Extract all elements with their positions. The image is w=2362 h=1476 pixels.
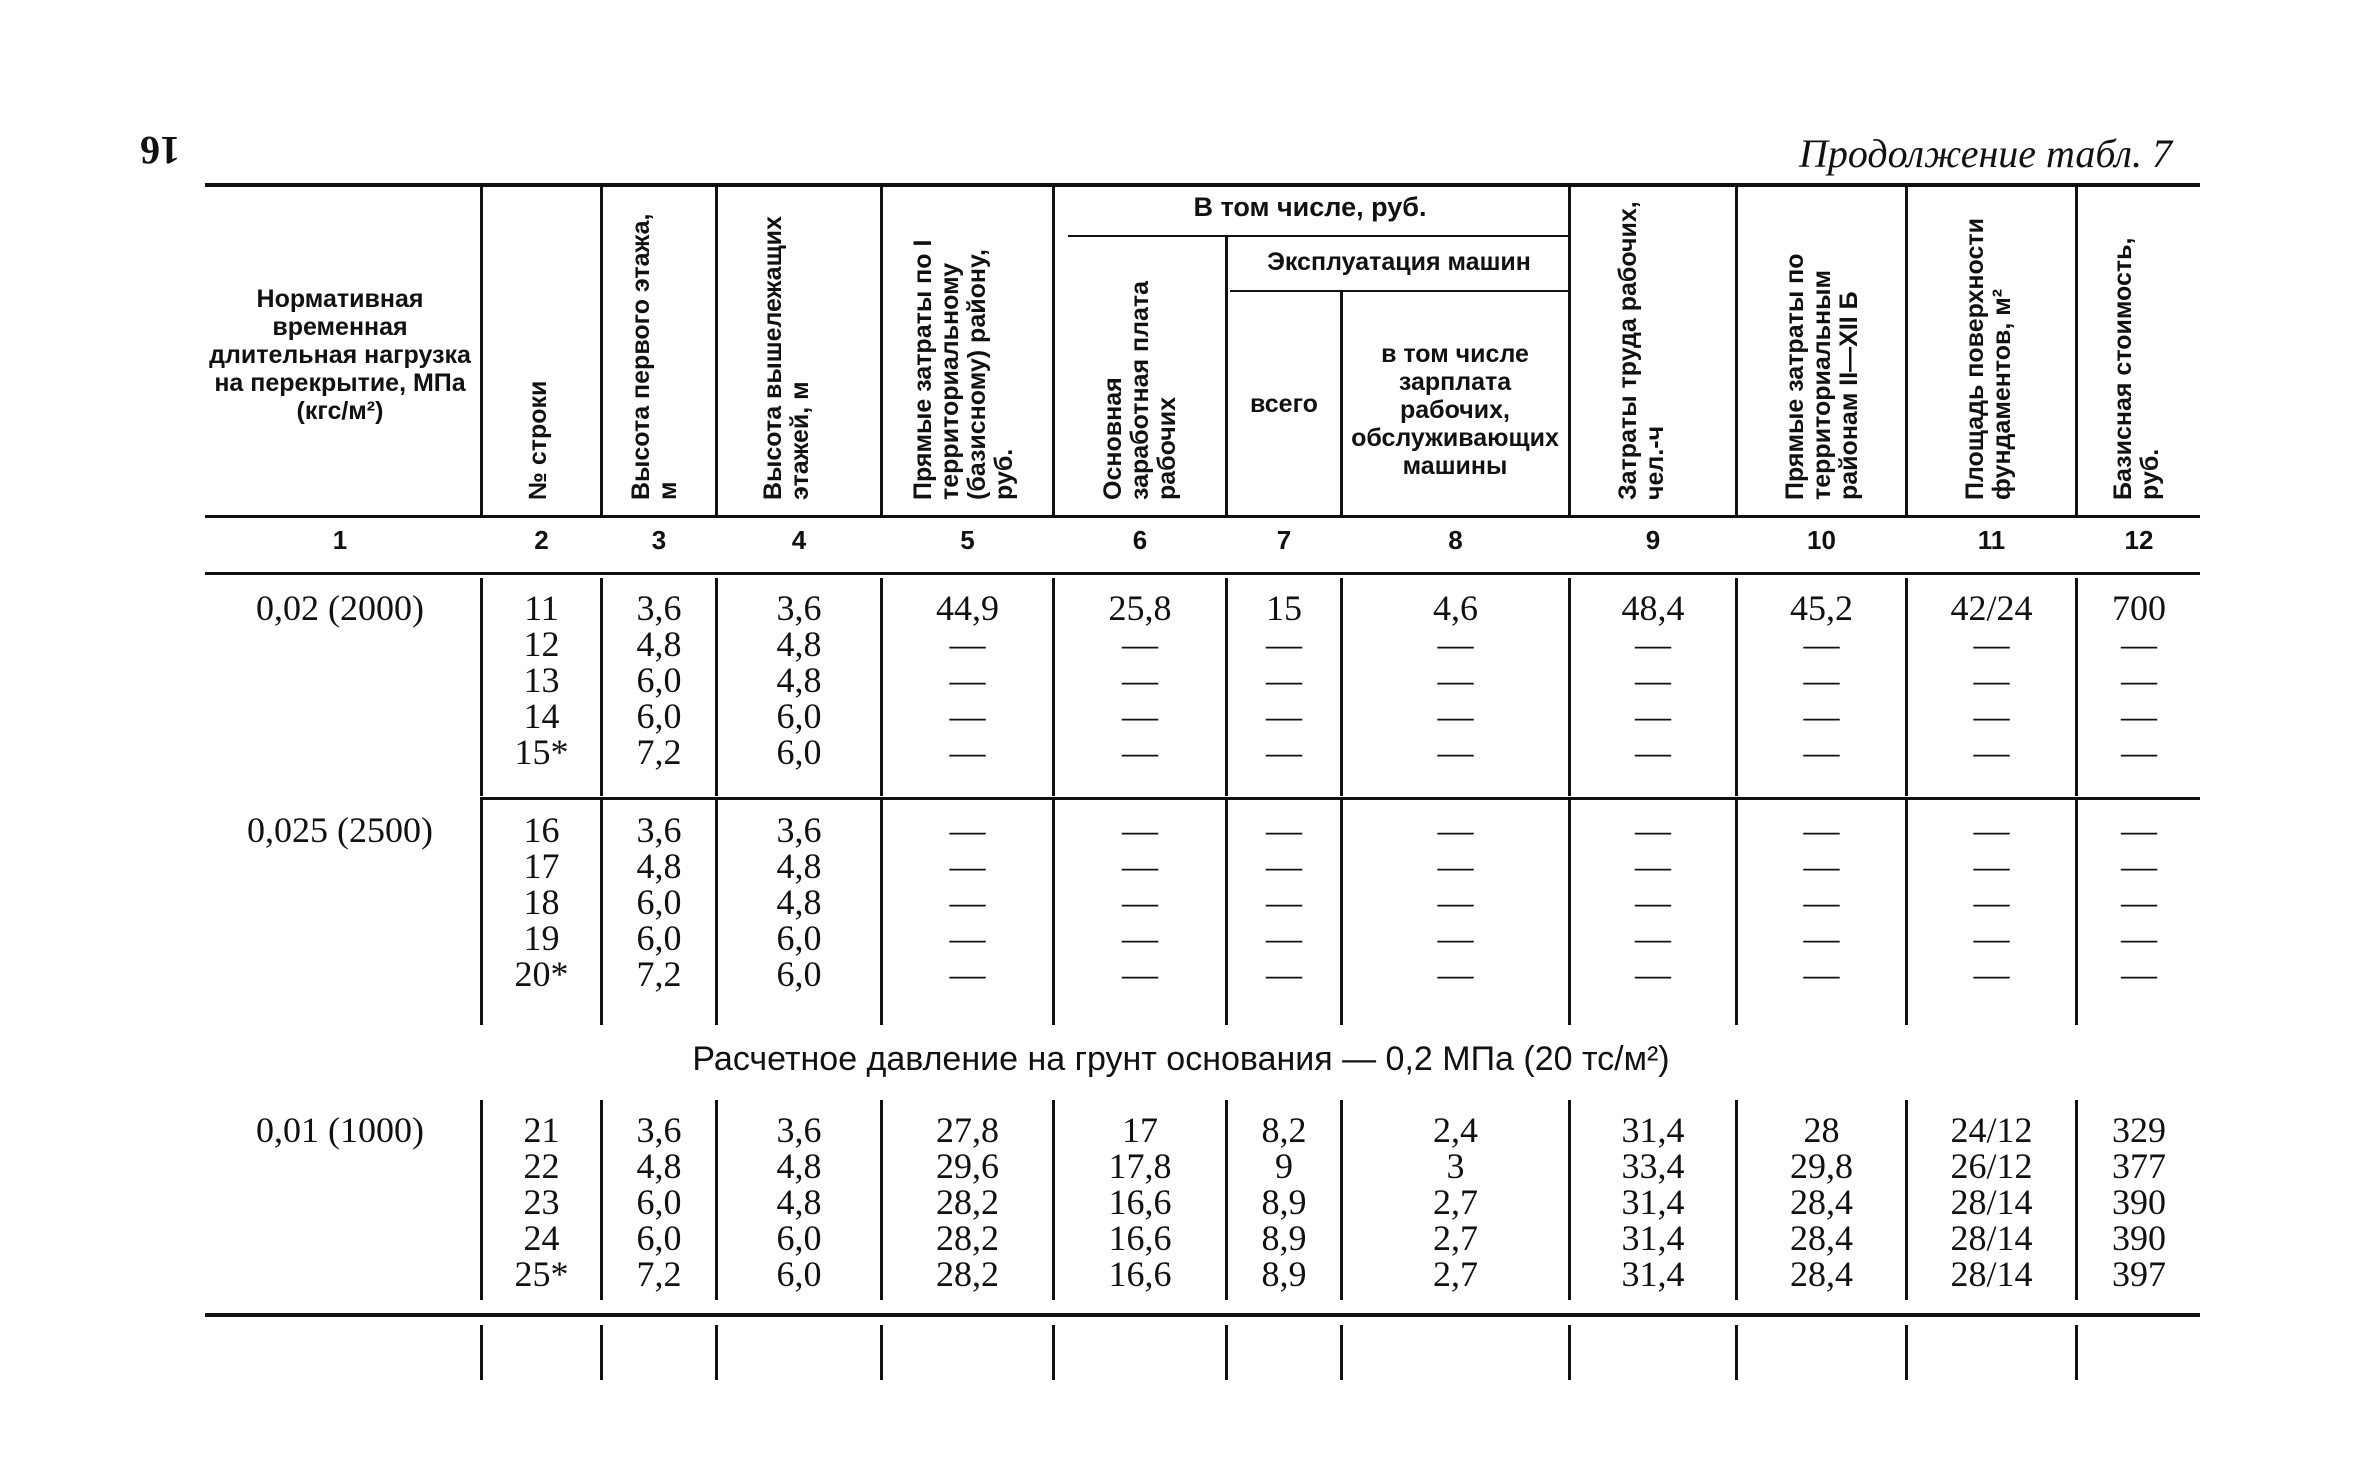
body-divider [1735, 578, 1738, 796]
table-cell-col12: 700 — — — — [2112, 588, 2166, 772]
table-continuation-title: Продолжение табл. 7 [1798, 131, 2172, 176]
numbers-bottom-rule [205, 572, 2200, 575]
bottom-stub [1052, 1325, 1055, 1380]
table-bottom-rule [205, 1313, 2200, 1317]
body-divider [1225, 1100, 1228, 1300]
bottom-stub [1905, 1325, 1908, 1380]
body-divider [880, 800, 883, 1025]
colnum-2: 2 [534, 525, 549, 555]
col1-header: Нормативная временная длительная нагрузка на перекрытие, МПа (кгс/м²) [209, 285, 471, 425]
table-cell-col9: 31,4 33,4 31,4 31,4 31,4 [1621, 1110, 1685, 1294]
group-rule [1068, 235, 1568, 237]
table-cell-col11: 24/12 26/12 28/14 28/14 28/14 [1950, 1110, 2033, 1294]
table-cell-col5: 44,9 — — — — [936, 588, 999, 772]
col-divider-7 [1340, 292, 1343, 517]
body-divider [1052, 578, 1055, 796]
body-divider [1568, 1100, 1571, 1300]
body-divider [1340, 578, 1343, 796]
body-divider [880, 578, 883, 796]
col-divider-11 [2075, 187, 2078, 517]
body-divider [880, 1100, 883, 1300]
table-cell-col4: 3,6 4,8 4,8 6,0 6,0 [776, 1110, 822, 1294]
table-cell-col11: — — — — — [1973, 810, 2010, 994]
col-divider-9 [1735, 187, 1738, 517]
table-cell-col6: 17 17,8 16,6 16,6 16,6 [1108, 1110, 1172, 1294]
table-cell-col6: 25,8 — — — — [1108, 588, 1172, 772]
colnum-9: 9 [1645, 525, 1661, 555]
col6-header: Основная заработная плата рабочих [1099, 280, 1181, 500]
col-divider-10 [1905, 187, 1908, 517]
body-divider [715, 1100, 718, 1300]
col8-header: в том числе зарплата рабочих, обслуживающих машины [1351, 340, 1559, 480]
body-divider [715, 800, 718, 1025]
col7-header: всего [1250, 390, 1318, 418]
table-cell-col7: — — — — — [1266, 810, 1302, 994]
section-title: Расчетное давление на грунт основания — 0,2 МПа (20 тс/м²) [692, 1040, 1670, 1078]
body-divider [1340, 1100, 1343, 1300]
body-divider [600, 800, 603, 1025]
col3-header: Высота первого этажа, м [627, 213, 682, 500]
body-divider [1052, 800, 1055, 1025]
table-cell-col10: 45,2 — — — — [1790, 588, 1853, 772]
table-cell-col2: 16 17 18 19 20* [514, 810, 569, 994]
bottom-stub [1340, 1325, 1343, 1380]
col9-header: Затраты труда рабочих, чел.-ч [1614, 201, 1669, 500]
body-divider [1568, 800, 1571, 1025]
table-cell-col4: 3,6 4,8 4,8 6,0 6,0 [776, 810, 822, 994]
load-value: 0,025 (2500) [247, 810, 433, 850]
colnum-12: 12 [2124, 525, 2154, 555]
col-divider-2 [600, 187, 603, 517]
table-cell-col3: 3,6 4,8 6,0 6,0 7,2 [636, 588, 682, 772]
bottom-stub [480, 1325, 483, 1380]
body-divider [2075, 1100, 2078, 1300]
table-cell-col5: — — — — — [949, 810, 986, 994]
body-divider [1905, 800, 1908, 1025]
body-divider [715, 578, 718, 796]
colnum-1: 1 [332, 525, 348, 555]
col2-header: № строки [524, 380, 552, 500]
col5-header: Прямые затраты по I территориальному (базисному) району, руб. [909, 239, 1018, 500]
body-divider [2075, 578, 2078, 796]
bottom-stub [600, 1325, 603, 1380]
table-cell-col11: 42/24 — — — — [1950, 588, 2033, 772]
body-divider [480, 578, 483, 796]
bottom-stub [2075, 1325, 2078, 1380]
table-cell-col10: — — — — — [1803, 810, 1840, 994]
machines-header: Эксплуатация машин [1267, 248, 1531, 276]
table-cell-col7: 8,2 9 8,9 8,9 8,9 [1261, 1110, 1307, 1294]
col-divider-4 [880, 187, 883, 517]
bottom-stub [1225, 1325, 1228, 1380]
body-divider [2075, 800, 2078, 1025]
colnum-4: 4 [791, 525, 807, 555]
table-cell-col5: 27,8 29,6 28,2 28,2 28,2 [936, 1110, 999, 1294]
body-divider [480, 1100, 483, 1300]
body-divider [1052, 1100, 1055, 1300]
bottom-stub [1568, 1325, 1571, 1380]
col11-header: Площадь поверхности фундаментов, м² [1961, 218, 2016, 500]
table-cell-col4: 3,6 4,8 4,8 6,0 6,0 [776, 588, 822, 772]
col-divider-8 [1568, 187, 1571, 517]
colnum-5: 5 [960, 525, 975, 555]
bottom-stub [880, 1325, 883, 1380]
bottom-stub [715, 1325, 718, 1380]
table-cell-col9: — — — — — [1635, 810, 1671, 994]
table-cell-col2: 11 12 13 14 15* [514, 588, 569, 772]
bottom-stub [1735, 1325, 1738, 1380]
table-cell-col8: 4,6 — — — — [1433, 588, 1478, 772]
col-divider-3 [715, 187, 718, 517]
header-bottom-rule [205, 515, 2200, 518]
col-divider-6 [1225, 237, 1228, 517]
body-divider [1905, 578, 1908, 796]
col10-header: Прямые затраты по территориальным районам II—XII Б [1781, 253, 1863, 500]
col-divider-5 [1052, 187, 1055, 517]
table-cell-col9: 48,4 — — — — [1621, 588, 1685, 772]
page-number: 16 [140, 128, 180, 173]
colnum-6: 6 [1132, 525, 1148, 555]
table-cell-col8: 2,4 3 2,7 2,7 2,7 [1433, 1110, 1478, 1294]
body-divider [600, 1100, 603, 1300]
body-divider [1225, 578, 1228, 796]
table-cell-col7: 15 — — — — [1266, 588, 1302, 772]
machines-rule [1230, 290, 1568, 292]
body-divider [480, 800, 483, 1025]
table-cell-col3: 3,6 4,8 6,0 6,0 7,2 [636, 810, 682, 994]
colnum-10: 10 [1807, 525, 1836, 555]
load-value: 0,02 (2000) [256, 588, 424, 628]
table-cell-col12: 329 377 390 390 397 [2112, 1110, 2166, 1294]
body-divider [1568, 578, 1571, 796]
body-divider [600, 578, 603, 796]
table-cell-col3: 3,6 4,8 6,0 6,0 7,2 [636, 1110, 682, 1294]
load-value: 0,01 (1000) [256, 1110, 424, 1150]
group-header: В том числе, руб. [1193, 192, 1427, 222]
body-divider [1340, 800, 1343, 1025]
table-cell-col6: — — — — — [1122, 810, 1158, 994]
body-divider [1905, 1100, 1908, 1300]
body-divider [1735, 1100, 1738, 1300]
table-top-rule [205, 183, 2200, 187]
col4-header: Высота вышележащих этажей, м [759, 216, 814, 500]
col12-header: Базисная стоимость, руб. [2109, 237, 2164, 500]
colnum-7: 7 [1276, 525, 1292, 555]
body-divider [1735, 800, 1738, 1025]
table-cell-col12: — — — — — [2121, 810, 2157, 994]
table-cell-col8: — — — — — [1437, 810, 1474, 994]
table-cell-col10: 28 29,8 28,4 28,4 28,4 [1790, 1110, 1853, 1294]
table-cell-col2: 21 22 23 24 25* [514, 1110, 569, 1294]
colnum-11: 11 [1977, 525, 2006, 555]
col-divider-1 [480, 187, 483, 517]
colnum-3: 3 [651, 525, 667, 555]
colnum-8: 8 [1448, 525, 1463, 555]
body-divider [1225, 800, 1228, 1025]
